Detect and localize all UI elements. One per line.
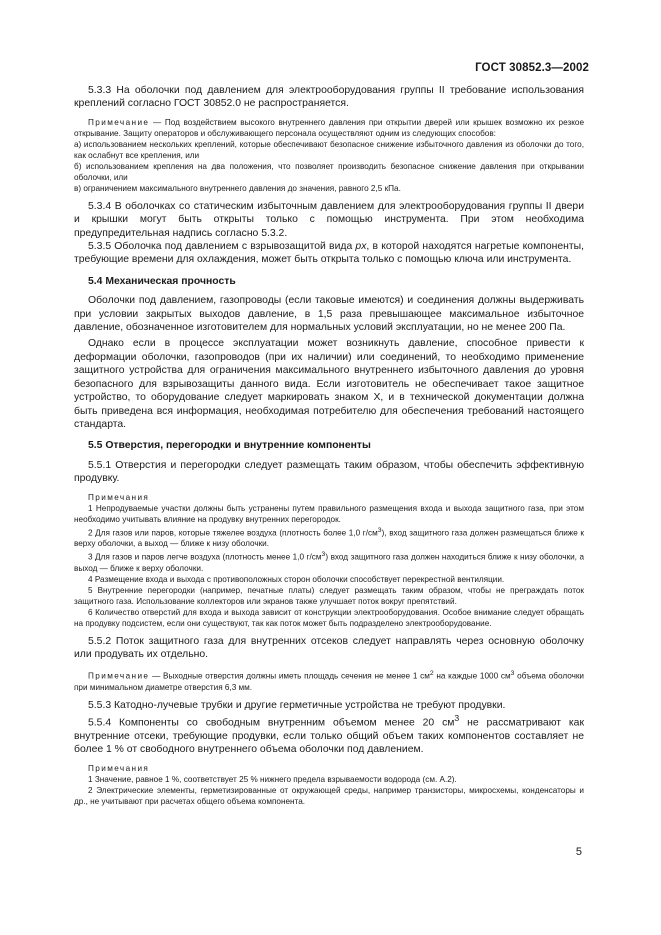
note-text: ), вход защитного газа должен размещаться ближе к верху оболочки, а выход — ближе к низу оболочки.	[74, 528, 585, 549]
clause-text: , в которой находятся нагретые компоненты, требующие времени для охлаждения, может быть открыта только с помощью ключа или инструмента.	[74, 241, 584, 266]
note-3	[74, 549, 584, 574]
section-heading-5-5: 5.5 Отверстия, перегородки и внутренние компоненты	[88, 440, 371, 452]
clause-5-3-3: 5.3.3 На оболочки под давлением для электрооборудования группы II требование использования креплений согласно ГОСТ 30852.0 не распространяется.	[74, 85, 584, 110]
page-body	[74, 84, 584, 807]
note-text: 2 Для газов или паров, которые тяжелее воздуха (плотность более 1,0 г/см	[88, 528, 378, 538]
superscript: 3	[510, 669, 515, 677]
clause-5-5-3: 5.5.3 Катодно-лучевые трубки и другие герметичные устройства не требуют продувки.	[88, 699, 506, 711]
protection-type: px	[355, 241, 367, 253]
clause-text: 5.5.4 Компоненты со свободным внутренним объемом менее 20 см	[88, 717, 455, 729]
note-text: ) вход защитного газа должен находиться ближе к низу оболочки, а выход — ближе к верху оболочки.	[74, 553, 585, 573]
note-text: на каждые 1000 см	[433, 671, 511, 681]
superscript: 3	[454, 712, 460, 723]
notes-label-2: Примечания	[88, 763, 150, 773]
note-6: 6 Количество отверстий для входа и выхода зависит от конструкции электрооборудования. Особое внимание следует обращать на продувку подсистем, если они существуют, так как поток может быть подразделено электрооборудование.	[74, 608, 584, 628]
superscript: 3	[321, 551, 326, 559]
note-5: 5 Внутренние перегородки (например, печатные платы) следует размещать таким образом, чтобы не преграждать поток защитного газа. Использование коллекторов или экранов также улучшает поток вокруг препятствий.	[74, 586, 584, 606]
note-1: 1 Непродуваемые участки должны быть устранены путем правильного размещения входа и выхода защитного газа, при этом необходимо учитывать влияние на продувку внутренних перегородок.	[74, 503, 584, 524]
note-4: 4 Размещение входа и выхода с противоположных сторон оболочки способствует перекрестной вентиляции.	[88, 575, 505, 584]
clause-5-3-5	[74, 240, 584, 267]
clause-5-5-4	[74, 712, 584, 757]
document-code: ГОСТ 30852.3—2002	[475, 62, 589, 74]
note-item-b: б) использованием крепления на два положения, что позволяет производить безопасное снижение давления при открывании оболочки, или	[74, 161, 584, 182]
note-text: 3 Для газов и паров легче воздуха (плотность менее 1,0 г/см	[88, 553, 322, 562]
note-text: — Выходные отверстия должны иметь площадь сечения не менее 1 см	[149, 671, 430, 681]
superscript: 3	[377, 526, 382, 534]
note-label: Примечание	[88, 671, 150, 681]
clause-text: 5.3.5 Оболочка под давлением с взрывозащитой вида	[88, 241, 356, 253]
note-text: — Под воздействием высокого внутреннего давления при открытии дверей или крышек возможно их резкое открывание. Защиту операторов и обслуживающего персонала осуществляют одним из следующих способов:	[74, 117, 584, 138]
note-2	[74, 525, 584, 550]
paragraph-5-4-2: Однако если в процессе эксплуатации может возникнуть давление, способное привести к деформации оболочки, газопроводов (при их наличии) или соединений, то необходимо применение защитного устройства для ограничения максимального внутреннего избыточного давления до уровня безопасного для взрывозащиты данного вида. Если изготовитель не обеспечивает такое защитное устройство, то оборудование следует маркировать знаком X, и в технической документации должна быть приведена вся информация, необходимая потребителю для обеспечения требований настоящего стандарта.	[74, 338, 584, 430]
note-item-a: а) использованием нескольких креплений, которые обеспечивают безопасное снижение избыточного давления из оболочки до того, как ослабнут все крепления, или	[74, 139, 584, 160]
notes-label: Примечания	[88, 492, 150, 502]
note-block-1	[74, 117, 584, 139]
note-4-1: 1 Значение, равное 1 %, соответствует 25 % нижнего предела взрываемости водорода (см. А.2).	[88, 774, 457, 784]
clause-text: не рассматривают как внутренние отсеки, требующие продувки, если только общий объем таких компонентов составляет не более 1 % от свободного внутреннего объема оболочки под давлением.	[74, 717, 584, 756]
clause-5-5-1: 5.5.1 Отверстия и перегородки следует размещать таким образом, чтобы обеспечить эффективную продувку.	[74, 459, 584, 485]
note-block-3	[74, 668, 584, 693]
note-text: объема оболочки при минимальном диаметре отверстия 6,3 мм.	[74, 671, 584, 692]
note-label: Примечание	[88, 117, 150, 127]
clause-5-3-4: 5.3.4 В оболочках со статическим избыточным давлением для электрооборудования группы II двери и крышки могут быть открыты только с помощью инструмента. При этом необходима предупредительная надпись согласно 5.3.2.	[74, 200, 584, 239]
clause-5-5-2: 5.5.2 Поток защитного газа для внутренних отсеков следует направлять через основную оболочку или продувать их отдельно.	[74, 636, 584, 661]
note-4-2: 2 Электрические элементы, герметизированные от окружающей среды, например транзисторы, микросхемы, конденсаторы и др., не учитывают при расчетах общего объема компонента.	[74, 785, 584, 806]
section-heading-5-4: 5.4 Механическая прочность	[88, 275, 236, 287]
paragraph-5-4-1: Оболочки под давлением, газопроводы (если таковые имеются) и соединения должны выдерживать при условии закрытых выходов давление, в 1,5 раза превышающее максимальное избыточное давление, обозначенное изготовителем для нормальных условий эксплуатации, но не менее 200 Па.	[74, 295, 584, 334]
page-number: 5	[575, 846, 582, 858]
superscript: 2	[429, 669, 434, 677]
note-item-c: в) ограничением максимального внутреннего давления до значения, равного 2,5 кПа.	[74, 183, 401, 193]
